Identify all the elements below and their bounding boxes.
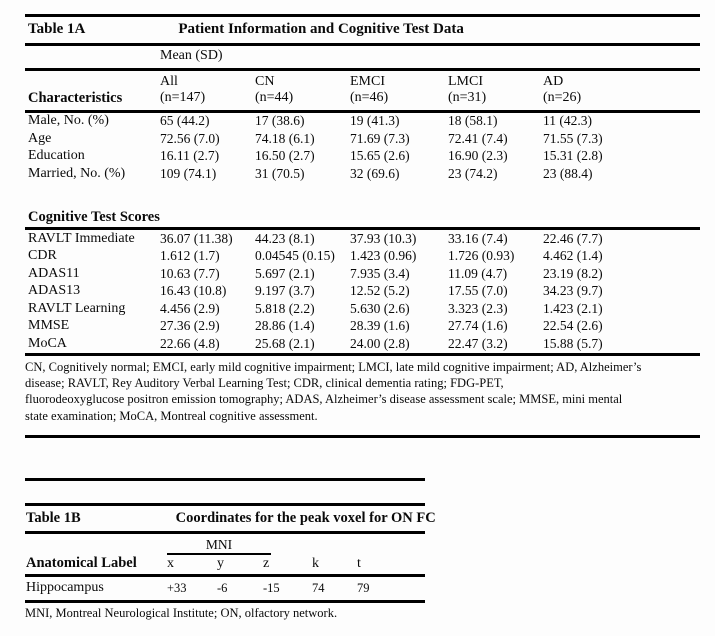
n-ad: (n=26) <box>543 90 700 111</box>
row-label: Age <box>28 130 52 146</box>
table-cell: 15.31 (2.8) <box>543 148 603 163</box>
row-label: Education <box>28 148 85 163</box>
table-cell: 12.52 (5.2) <box>350 283 410 298</box>
table-row-hippocampus <box>25 576 425 602</box>
table-cell: 22.54 (2.6) <box>543 318 603 333</box>
stat-header: Mean (SD) <box>160 45 700 70</box>
table-cell: 28.86 (1.4) <box>255 318 315 333</box>
table-cell: 0.04545 (0.15) <box>255 248 335 263</box>
table-1b-title-cell <box>25 505 436 533</box>
table-cell: 16.50 (2.7) <box>255 148 315 163</box>
row-label: Hippocampus <box>25 576 167 602</box>
table-cell: 5.818 (2.2) <box>255 300 315 316</box>
table-cell: 16.90 (2.3) <box>448 148 508 163</box>
table-cell: -6 <box>217 576 263 602</box>
row-label: Male, No. (%) <box>28 113 109 128</box>
table-cell: 1.726 (0.93) <box>448 248 515 263</box>
table-cell: 65 (44.2) <box>160 113 210 128</box>
row-label: RAVLT Learning <box>28 300 126 316</box>
col-header-t: t <box>357 555 425 576</box>
table-cell: 109 (74.1) <box>160 165 217 181</box>
table-cell: 1.423 (0.96) <box>350 248 417 263</box>
table-cell: 18 (58.1) <box>448 113 498 128</box>
mni-group-cell <box>167 533 312 556</box>
table-row-moca <box>25 335 700 354</box>
table-cell: -15 <box>263 576 312 602</box>
table-cell: 4.456 (2.9) <box>160 300 220 316</box>
col-header-ad: AD <box>543 73 564 89</box>
table-cell: 22.47 (3.2) <box>448 335 543 354</box>
table-1b <box>25 503 436 603</box>
table-cell: 17 (38.6) <box>255 113 305 128</box>
table-row-education <box>25 148 700 166</box>
col-header-z: z <box>263 555 312 576</box>
table-cell: 19 (41.3) <box>350 113 400 128</box>
row-label: Married, No. (%) <box>28 165 126 181</box>
table-cell: +33 <box>167 576 217 602</box>
table-cell: 72.56 (7.0) <box>160 130 220 146</box>
table-cell: 5.697 (2.1) <box>255 265 315 281</box>
table-cell: 71.55 (7.3) <box>543 130 603 146</box>
document-page <box>25 0 700 621</box>
table-1b-title: Coordinates for the peak voxel for ON FC <box>175 510 436 527</box>
table-1b-header-row <box>25 555 425 576</box>
table-cell: 22.66 (4.8) <box>160 335 255 354</box>
table-cell: 1.423 (2.1) <box>543 300 603 316</box>
table-1b-footnote: MNI, Montreal Neurological Institute; ON, olfactory network. <box>25 606 338 621</box>
table-cell: 74 <box>312 576 357 602</box>
table-cell: 11 (42.3) <box>543 113 592 128</box>
table-row-mmse <box>25 318 700 336</box>
footnote-line: CN, Cognitively normal; EMCI, early mild cognitive impairment; LMCI, late mild cognitive impairment; AD, Alzheimer’s <box>25 359 642 374</box>
table-1a-title: Patient Information and Cognitive Test Data <box>178 21 464 37</box>
table-row-adas13 <box>25 283 700 301</box>
col-header-x: x <box>167 555 217 576</box>
footnote-line: disease; RAVLT, Rey Auditory Verbal Learning Test; CDR, clinical dementia rating; FDG-PET, <box>25 375 504 390</box>
footnote-line: fluorodeoxyglucose positron emission tomography; ADAS, Alzheimer’s disease assessment scale; MMSE, mini mental <box>25 392 623 407</box>
table-row-male <box>25 111 700 130</box>
row-header-characteristics: Characteristics <box>25 90 160 111</box>
table-1a-label: Table 1A <box>28 21 86 37</box>
empty-cell <box>357 533 425 556</box>
separator-rule <box>25 435 700 438</box>
table-cell: 72.41 (7.4) <box>448 130 508 146</box>
table-1b-label: Table 1B <box>26 510 81 527</box>
table-cell: 9.197 (3.7) <box>255 283 315 298</box>
table-cell: 16.43 (10.8) <box>160 283 227 298</box>
spacer-row <box>25 183 700 207</box>
table-1a-title-cell <box>25 16 700 45</box>
col-header-y: y <box>217 555 263 576</box>
table-cell: 15.65 (2.6) <box>350 148 410 163</box>
section-header-cognitive-test-scores: Cognitive Test Scores <box>25 207 700 229</box>
col-header-all: All <box>160 73 178 89</box>
mni-group-header: MNI <box>167 536 271 555</box>
table-cell: 32 (69.6) <box>350 165 400 181</box>
table-cell: 25.68 (2.1) <box>255 335 350 354</box>
table-1a-footnote <box>25 359 700 425</box>
table-cell: 44.23 (8.1) <box>255 230 315 246</box>
table-cell: 22.46 (7.7) <box>543 230 603 246</box>
row-label: ADAS11 <box>28 265 80 281</box>
table-1b-title-row <box>25 505 425 533</box>
stat-header-row <box>25 45 700 70</box>
table-cell: 1.612 (1.7) <box>160 248 220 263</box>
table-cell: 79 <box>357 576 425 602</box>
sample-size-row <box>25 90 700 111</box>
group-header-row <box>25 69 700 90</box>
table-cell: 10.63 (7.7) <box>160 265 220 281</box>
table-row-cdr <box>25 248 700 266</box>
table-row-adas11 <box>25 265 700 283</box>
col-header-cn: CN <box>255 73 275 89</box>
col-header-lmci: LMCI <box>448 73 483 89</box>
table-cell: 7.935 (3.4) <box>350 265 410 281</box>
table-cell: 4.462 (1.4) <box>543 248 603 263</box>
table-cell: 31 (70.5) <box>255 165 305 181</box>
table-cell: 28.39 (1.6) <box>350 318 410 333</box>
table-1a-title-row <box>25 16 700 45</box>
table-row-ravlt-immediate <box>25 229 700 248</box>
table-cell: 23 (74.2) <box>448 165 498 181</box>
n-all: (n=147) <box>160 90 255 111</box>
empty-cell <box>312 533 357 556</box>
table-cell: 3.323 (2.3) <box>448 300 508 316</box>
row-header-anatomical-label: Anatomical Label <box>25 555 167 576</box>
row-label: MMSE <box>28 318 70 333</box>
row-label: MoCA <box>25 335 160 354</box>
table-cell: 36.07 (11.38) <box>160 230 233 246</box>
n-emci: (n=46) <box>350 90 448 111</box>
empty-cell <box>25 183 700 207</box>
table-cell: 17.55 (7.0) <box>448 283 508 298</box>
table-row-ravlt-learning <box>25 300 700 318</box>
table-cell: 24.00 (2.8) <box>350 335 448 354</box>
n-lmci: (n=31) <box>448 90 543 111</box>
table-cell: 23 (88.4) <box>543 165 593 181</box>
table-row-age <box>25 130 700 148</box>
table-cell: 27.36 (2.9) <box>160 318 220 333</box>
table-cell: 34.23 (9.7) <box>543 283 603 298</box>
empty-cell <box>25 45 160 70</box>
table-cell: 74.18 (6.1) <box>255 130 315 146</box>
table-cell: 71.69 (7.3) <box>350 130 410 146</box>
mni-group-header-row <box>25 533 425 556</box>
col-header-emci: EMCI <box>350 73 385 89</box>
table-1b-empty-row <box>25 478 425 503</box>
col-header-k: k <box>312 555 357 576</box>
n-cn: (n=44) <box>255 90 350 111</box>
table-cell: 5.630 (2.6) <box>350 300 410 316</box>
table-cell: 27.74 (1.6) <box>448 318 508 333</box>
table-cell: 16.11 (2.7) <box>160 148 220 163</box>
footnote-line: state examination; MoCA, Montreal cognitive assessment. <box>25 408 318 423</box>
table-row-married <box>25 165 700 183</box>
table-cell: 15.88 (5.7) <box>543 335 700 354</box>
table-cell: 11.09 (4.7) <box>448 265 508 281</box>
row-label: ADAS13 <box>28 283 81 298</box>
table-1a <box>25 14 700 356</box>
row-label: RAVLT Immediate <box>28 230 135 246</box>
table-cell: 37.93 (10.3) <box>350 230 417 246</box>
row-label: CDR <box>28 248 57 263</box>
table-cell: 33.16 (7.4) <box>448 230 508 246</box>
section-header-row <box>25 207 700 229</box>
table-cell: 23.19 (8.2) <box>543 265 603 281</box>
empty-cell <box>25 69 160 90</box>
empty-cell <box>25 533 167 556</box>
